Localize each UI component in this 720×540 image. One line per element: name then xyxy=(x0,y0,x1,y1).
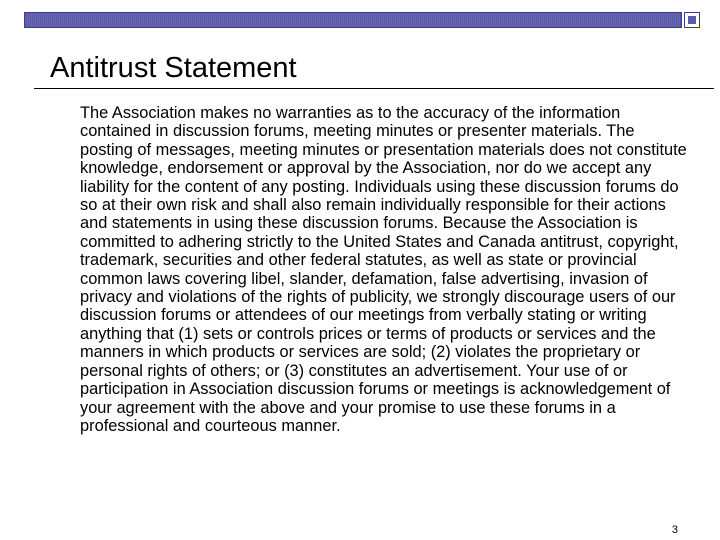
slide-title: Antitrust Statement xyxy=(50,52,297,84)
header-decoration-square-fill xyxy=(688,16,696,24)
header-decoration-bar xyxy=(24,12,682,28)
title-divider xyxy=(34,88,714,89)
header-decoration-square xyxy=(684,12,700,28)
statement-body: The Association makes no warranties as to the accuracy of the information contained in discussion forums, meeting minutes or presenter materials. The posting of messages, meeting minutes or presentation materials does not constitute knowledge, endorsement or approval by the Association, nor do we accept any liability for the content of any posting. Individuals using these discussion forums do so at their own risk and shall also remain individually responsible for their actions and statements in using these discussion forums. Because the Association is committed to adhering strictly to the United States and Canada antitrust, copyright, trademark, securities and other federal statutes, as well as state or provincial common laws covering libel, slander, defamation, false advertising, invasion of privacy and violations of the rights of publicity, we strongly discourage users of our discussion forums or attendees of our meetings from verbally stating or writing anything that (1) sets or controls prices or terms of products or services and the manners in which products or services are sold; (2) violates the proprietary or personal rights of others; or (3) constitutes an advertisement. Your use of or participation in Association discussion forums or meetings is acknowledgement of your agreement with the above and your promise to use these forums in a professional and courteous manner. xyxy=(80,104,687,435)
page-number: 3 xyxy=(671,524,678,536)
